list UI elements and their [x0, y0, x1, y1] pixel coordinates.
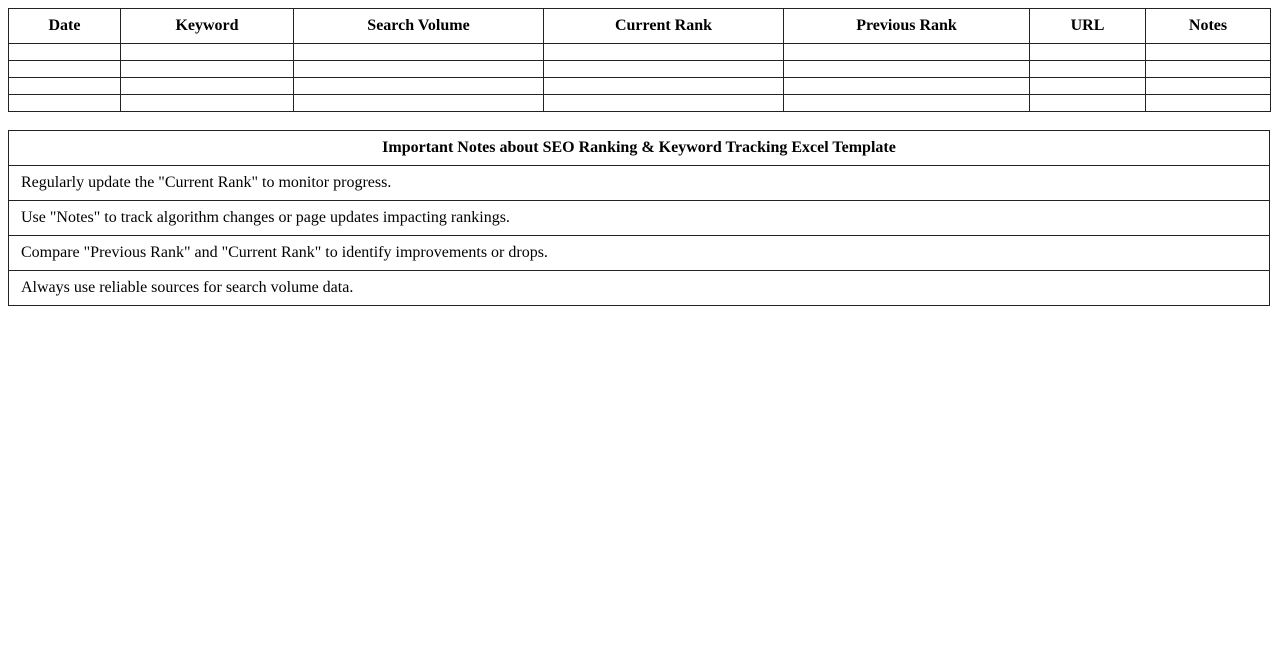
table-cell[interactable] [294, 61, 544, 78]
table-cell[interactable] [784, 44, 1030, 61]
table-cell[interactable] [544, 61, 784, 78]
table-cell[interactable] [9, 95, 121, 112]
note-item: Always use reliable sources for search volume data. [9, 271, 1270, 306]
table-cell[interactable] [9, 78, 121, 95]
table-row [9, 61, 1271, 78]
table-cell[interactable] [784, 95, 1030, 112]
column-header-keyword: Keyword [121, 9, 294, 44]
note-item: Regularly update the "Current Rank" to monitor progress. [9, 166, 1270, 201]
table-cell[interactable] [9, 44, 121, 61]
table-row [9, 44, 1271, 61]
note-item: Use "Notes" to track algorithm changes or page updates impacting rankings. [9, 201, 1270, 236]
table-cell[interactable] [1146, 44, 1271, 61]
table-cell[interactable] [1146, 95, 1271, 112]
table-row [9, 78, 1271, 95]
note-item: Compare "Previous Rank" and "Current Rank" to identify improvements or drops. [9, 236, 1270, 271]
table-cell[interactable] [544, 44, 784, 61]
table-header-row [9, 9, 1271, 44]
table-cell[interactable] [9, 61, 121, 78]
table-cell[interactable] [1030, 95, 1146, 112]
note-row [9, 271, 1270, 306]
column-header-date: Date [9, 9, 121, 44]
table-cell[interactable] [294, 95, 544, 112]
note-row [9, 236, 1270, 271]
table-cell[interactable] [1030, 44, 1146, 61]
column-header-search-volume: Search Volume [294, 9, 544, 44]
table-cell[interactable] [544, 95, 784, 112]
table-cell[interactable] [121, 61, 294, 78]
table-cell[interactable] [121, 44, 294, 61]
important-notes-table [8, 130, 1270, 306]
table-cell[interactable] [121, 95, 294, 112]
table-cell[interactable] [121, 78, 294, 95]
table-row [9, 95, 1271, 112]
table-cell[interactable] [1030, 78, 1146, 95]
note-row [9, 201, 1270, 236]
table-cell[interactable] [1146, 78, 1271, 95]
table-cell[interactable] [1030, 61, 1146, 78]
column-header-notes: Notes [1146, 9, 1271, 44]
table-cell[interactable] [544, 78, 784, 95]
note-row [9, 166, 1270, 201]
notes-header-row [9, 131, 1270, 166]
column-header-url: URL [1030, 9, 1146, 44]
table-cell[interactable] [1146, 61, 1271, 78]
notes-title: Important Notes about SEO Ranking & Keyword Tracking Excel Template [9, 131, 1270, 166]
table-cell[interactable] [784, 61, 1030, 78]
table-cell[interactable] [294, 78, 544, 95]
table-cell[interactable] [784, 78, 1030, 95]
table-cell[interactable] [294, 44, 544, 61]
keyword-tracking-table [8, 8, 1271, 112]
column-header-previous-rank: Previous Rank [784, 9, 1030, 44]
column-header-current-rank: Current Rank [544, 9, 784, 44]
